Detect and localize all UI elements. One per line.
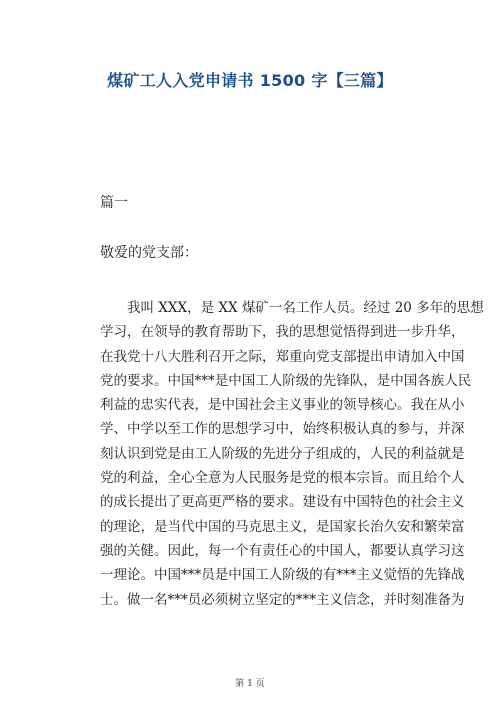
body-line: 学、中学以至工作的思想学习中，始终积极认真的参与，并深 [100,421,465,438]
body-line: 一理论。中国***员是中国工人阶级的有***主义觉悟的先锋战 [100,567,465,584]
document-title: 煤矿工人入党申请书 1500 字【三篇】 [107,71,393,90]
body-paragraph [100,296,484,612]
body-line: 学习，在领导的教育帮助下，我的思想觉悟得到进一步升华， [100,324,465,341]
body-line: 党的要求。中国***是中国工人阶级的先锋队，是中国各族人民 [100,372,472,389]
body-line: 强的关健。因此，每一个有责任心的中国人，都要认真学习这 [100,542,465,559]
body-line: 党的利益，全心全意为人民服务是党的根本宗旨。而且给个人 [100,470,465,487]
body-line: 在我党十八大胜利召开之际，郑重向党支部提出申请加入中国 [100,348,465,365]
page-number: 第 1 页 [235,679,265,689]
body-line: 的理论，是当代中国的马克思主义，是国家长治久安和繁荣富 [100,518,465,535]
body-line: 刻认识到党是由工人阶级的先进分子组成的，人民的利益就是 [100,445,465,462]
body-line: 的成长提出了更高更严格的要求。建设有中国特色的社会主义 [100,494,465,511]
section-heading: 篇一 [100,195,128,211]
body-line: 我叫 XXX，是 XX 煤矿一名工作人员。经过 20 多年的思想 [100,300,484,316]
body-line: 士。做一名***员必须树立坚定的***主义信念，并时刻准备为 [100,591,465,608]
body-line: 利益的忠实代表，是中国社会主义事业的领导核心。我在从小 [100,397,465,414]
salutation: 敬爱的党支部： [100,245,198,261]
